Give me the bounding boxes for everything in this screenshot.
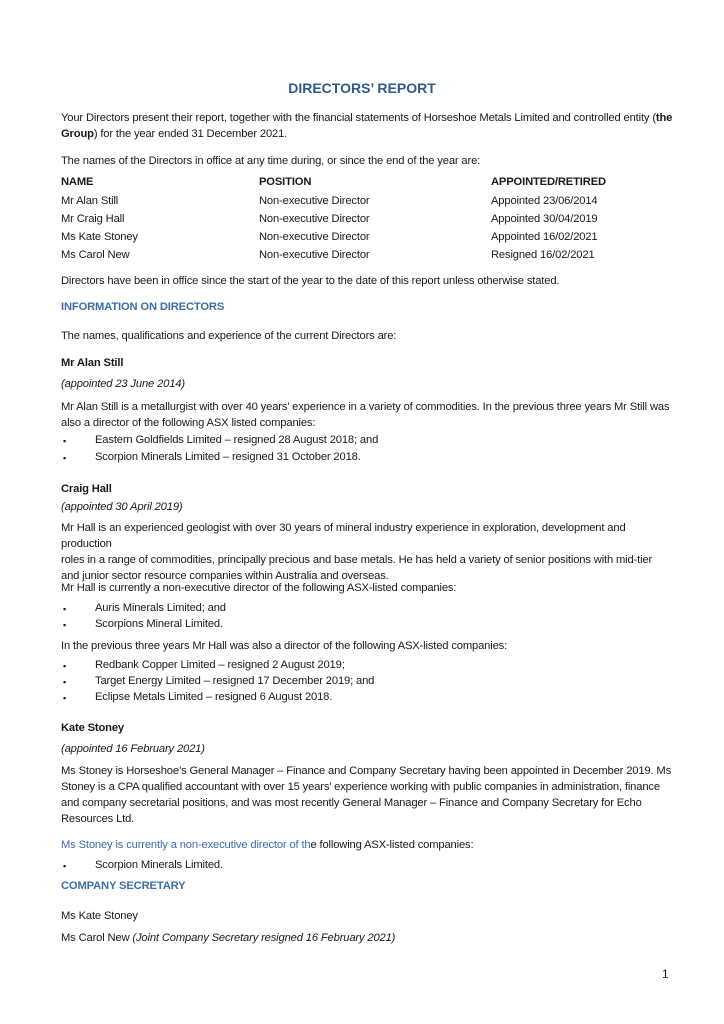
intro-bold-group: Group (61, 128, 94, 140)
table-cell: Appointed 16/02/2021 (491, 231, 598, 243)
bio-line: and company secretarial positions, and was most recently General Manager – Finance and Company Secretary for Echo (61, 797, 642, 809)
directors-note: Directors have been in office since the start of the year to the date of this report unless otherwise stated. (61, 275, 560, 287)
table-cell: Resigned 16/02/2021 (491, 249, 595, 261)
bullet-icon: ▪ (63, 677, 67, 687)
bio-line: Resources Ltd. (61, 813, 135, 825)
table-cell: Non-executive Director (259, 195, 370, 207)
stoney-current-blue: Ms Stoney is currently a non-executive director of th (61, 839, 311, 851)
list-item: Target Energy Limited – resigned 17 December 2019; and (95, 675, 375, 687)
table-cell: Non-executive Director (259, 213, 370, 225)
bio-line: and junior sector resource companies within Australia and overseas. (61, 570, 389, 582)
bullet-icon: ▪ (63, 620, 67, 630)
bio-line: roles in a range of commodities, principally precious and base metals. He has held a variety of senior positions with mid-tier (61, 554, 653, 566)
table-cell: Non-executive Director (259, 249, 370, 261)
table-cell: Appointed 23/06/2014 (491, 195, 598, 207)
table-cell: Ms Kate Stoney (61, 231, 138, 243)
names-intro: The names of the Directors in office at any time during, or since the end of the year are: (61, 155, 481, 167)
secretary-name-2 (61, 930, 673, 946)
stoney-current-rest: e following ASX-listed companies: (310, 839, 474, 851)
table-header-name: NAME (61, 176, 94, 188)
table-cell: Ms Carol New (61, 249, 130, 261)
director-name-still: Mr Alan Still (61, 357, 124, 369)
bullet-icon: ▪ (63, 861, 67, 871)
hall-current-intro: Mr Hall is currently a non-executive director of the following ASX-listed companies: (61, 582, 457, 594)
bio-line: Mr Hall is an experienced geologist with over 30 years of mineral industry experience in exploration, development and production (61, 522, 626, 550)
intro-paragraph (61, 110, 673, 142)
list-item: Eastern Goldfields Limited – resigned 28 August 2018; and (95, 434, 379, 446)
table-cell: Non-executive Director (259, 231, 370, 243)
bullet-icon: ▪ (63, 693, 67, 703)
secretary-name-2-text: Ms Carol New (61, 932, 133, 944)
director-name-hall: Craig Hall (61, 483, 112, 495)
list-item: Eclipse Metals Limited – resigned 6 August 2018. (95, 691, 333, 703)
secretary-name-1: Ms Kate Stoney (61, 910, 138, 922)
table-header-appointed: APPOINTED/RETIRED (491, 176, 606, 188)
list-item: Scorpion Minerals Limited – resigned 31 October 2018. (95, 451, 361, 463)
bio-line: Mr Alan Still is a metallurgist with over 40 years’ experience in a variety of commodities. In the previous three years Mr Still was (61, 401, 670, 413)
bio-line: Stoney is a CPA qualified accountant with over 15 years’ experience working with public companies in administration, finance (61, 781, 660, 793)
secretary-heading: COMPANY SECRETARY (61, 880, 186, 892)
director-bio-stoney (61, 763, 673, 827)
intro-bold-the: the (655, 112, 673, 124)
hall-previous-intro: In the previous three years Mr Hall was also a director of the following ASX-listed companies: (61, 640, 508, 652)
director-bio-still (61, 399, 673, 431)
director-name-stoney: Kate Stoney (61, 722, 125, 734)
list-item: Redbank Copper Limited – resigned 2 August 2019; (95, 659, 345, 671)
director-appointed-hall: (appointed 30 April 2019) (61, 501, 183, 513)
page-number: 1 (662, 967, 669, 981)
director-appointed-stoney: (appointed 16 February 2021) (61, 743, 205, 755)
secretary-name-2-note: (Joint Company Secretary resigned 16 February 2021) (132, 932, 396, 944)
table-cell: Appointed 30/04/2019 (491, 213, 598, 225)
table-cell: Mr Craig Hall (61, 213, 125, 225)
info-intro: The names, qualifications and experience of the current Directors are: (61, 330, 397, 342)
stoney-current-intro (61, 837, 673, 853)
list-item: Scorpions Mineral Limited. (95, 618, 223, 630)
bio-line: Ms Stoney is Horseshoe’s General Manager – Finance and Company Secretary having been appointed in December 2019. Ms (61, 765, 672, 777)
bullet-icon: ▪ (63, 661, 67, 671)
intro-text: Your Directors present their report, together with the financial statements of Horseshoe Metals Limited and controlled entity ( (61, 112, 656, 124)
table-cell: Mr Alan Still (61, 195, 119, 207)
bio-line: also a director of the following ASX listed companies: (61, 417, 316, 429)
info-heading: INFORMATION ON DIRECTORS (61, 301, 225, 313)
director-appointed-still: (appointed 23 June 2014) (61, 378, 185, 390)
director-bio-hall (61, 520, 673, 584)
bullet-icon: ▪ (63, 436, 67, 446)
list-item: Scorpion Minerals Limited. (95, 859, 223, 871)
list-item: Auris Minerals Limited; and (95, 602, 226, 614)
bullet-icon: ▪ (63, 453, 67, 463)
table-header-position: POSITION (259, 176, 312, 188)
bullet-icon: ▪ (63, 604, 67, 614)
page-title: DIRECTORS’ REPORT (288, 80, 436, 96)
intro-text-rest: ) for the year ended 31 December 2021. (93, 128, 288, 140)
